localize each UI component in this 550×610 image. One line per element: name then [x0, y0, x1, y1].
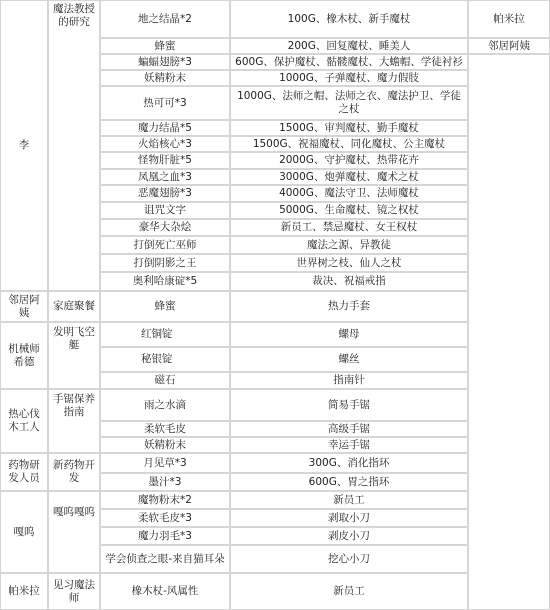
reward-cell: 2000G、守护魔杖、热带花卉: [230, 152, 468, 169]
item-cell: 柔软毛皮: [100, 421, 230, 437]
quest-cell: 嘎呜嘎呜: [48, 491, 100, 573]
requester-cell: 机械师希德: [0, 322, 48, 389]
item-cell: 奥利哈康碇*5: [100, 272, 230, 291]
item-cell: 墨汁*3: [100, 473, 230, 491]
reward-cell: 600G、胃之指环: [230, 473, 468, 491]
item-cell: 磁石: [100, 372, 230, 389]
reward-cell: 新员工: [230, 573, 468, 610]
item-cell: 秘银锭: [100, 347, 230, 372]
item-cell: 魔力结晶*5: [100, 120, 230, 136]
reward-cell: 简易手锯: [230, 389, 468, 421]
quest-cell: 见习魔法师: [48, 573, 100, 610]
item-cell: 豪华大杂烩: [100, 219, 230, 236]
reward-cell: 裁决、祝福戒指: [230, 272, 468, 291]
quest-cell: 手锯保养指南: [48, 389, 100, 453]
quest-cell: 新药物开发: [48, 453, 100, 491]
item-cell: 火焰核心*3: [100, 136, 230, 152]
reward-cell: 300G、消化指环: [230, 453, 468, 473]
item-cell: 恶魔翅膀*3: [100, 185, 230, 202]
reward-cell: 100G、橡木杖、新手魔杖: [230, 0, 468, 38]
item-cell: 热可可*3: [100, 86, 230, 120]
item-cell: 柔软毛皮*3: [100, 509, 230, 527]
reward-cell: 世界树之枝、仙人之杖: [230, 254, 468, 272]
reward-cell: 200G、回复魔杖、睡美人: [230, 38, 468, 54]
requester-cell: 李: [0, 0, 48, 291]
item-cell: 怪物肝脏*5: [100, 152, 230, 169]
requester-cell: 嘎呜: [0, 491, 48, 573]
item-cell: 打倒死亡巫师: [100, 236, 230, 254]
item-cell: 地之结晶*2: [100, 0, 230, 38]
item-cell: 月见草*3: [100, 453, 230, 473]
item-cell: 蜂蜜: [100, 38, 230, 54]
reward-cell: 1000G、法师之帽、法师之衣、魔法护卫、学徒之杖: [230, 86, 468, 120]
reward-cell: 600G、保护魔杖、骷髅魔杖、大蟾帽、学徒衬衫: [230, 54, 468, 70]
unlock-cell: 邻居阿姨: [468, 38, 550, 54]
item-cell: 蝙蝠翅膀*3: [100, 54, 230, 70]
reward-cell: 魔法之源、异教徒: [230, 236, 468, 254]
reward-cell: 5000G、生命魔杖、镜之权杖: [230, 202, 468, 219]
reward-cell: 3000G、炮弹魔杖、魔术之杖: [230, 169, 468, 185]
item-cell: 凤凰之血*3: [100, 169, 230, 185]
reward-cell: 1500G、审判魔杖、勤手魔杖: [230, 120, 468, 136]
item-cell: 魔力羽毛*3: [100, 527, 230, 545]
item-cell: 打倒阴影之王: [100, 254, 230, 272]
requester-cell: 邻居阿姨: [0, 291, 48, 322]
reward-cell: 新员工、禁忌魔杖、女王权杖: [230, 219, 468, 236]
unlock-cell: 帕米拉: [468, 0, 550, 38]
item-cell: 魔物粉末*2: [100, 491, 230, 509]
item-cell: 学会侦查之眼-来自猫耳朵: [100, 545, 230, 573]
reward-cell: 螺母: [230, 322, 468, 347]
item-cell: 妖精粉末: [100, 70, 230, 86]
requester-cell: 药物研发人员: [0, 453, 48, 491]
reward-cell: 螺丝: [230, 347, 468, 372]
item-cell: 诅咒文字: [100, 202, 230, 219]
requester-cell: 热心伐木工人: [0, 389, 48, 453]
reward-cell: 剥皮小刀: [230, 527, 468, 545]
item-cell: 蜂蜜: [100, 291, 230, 322]
unlock-cell: [468, 54, 550, 610]
item-cell: 红铜锭: [100, 322, 230, 347]
requester-cell: 帕米拉: [0, 573, 48, 610]
reward-cell: 4000G、魔法守卫、法师魔杖: [230, 185, 468, 202]
reward-cell: 指南针: [230, 372, 468, 389]
quest-cell: 发明飞空艇: [48, 322, 100, 389]
reward-cell: 热力手套: [230, 291, 468, 322]
reward-cell: 剥取小刀: [230, 509, 468, 527]
item-cell: 雨之水滴: [100, 389, 230, 421]
reward-cell: 1500G、祝福魔杖、同化魔杖、公主魔杖: [230, 136, 468, 152]
reward-cell: 挖心小刀: [230, 545, 468, 573]
item-cell: 橡木杖-风属性: [100, 573, 230, 610]
reward-cell: 新员工: [230, 491, 468, 509]
reward-cell: 幸运手锯: [230, 437, 468, 453]
item-cell: 妖精粉末: [100, 437, 230, 453]
quest-cell: 家庭聚餐: [48, 291, 100, 322]
reward-cell: 1000G、子弹魔杖、魔力假肢: [230, 70, 468, 86]
reward-cell: 高级手锯: [230, 421, 468, 437]
quest-cell: 魔法教授的研究: [48, 0, 100, 291]
